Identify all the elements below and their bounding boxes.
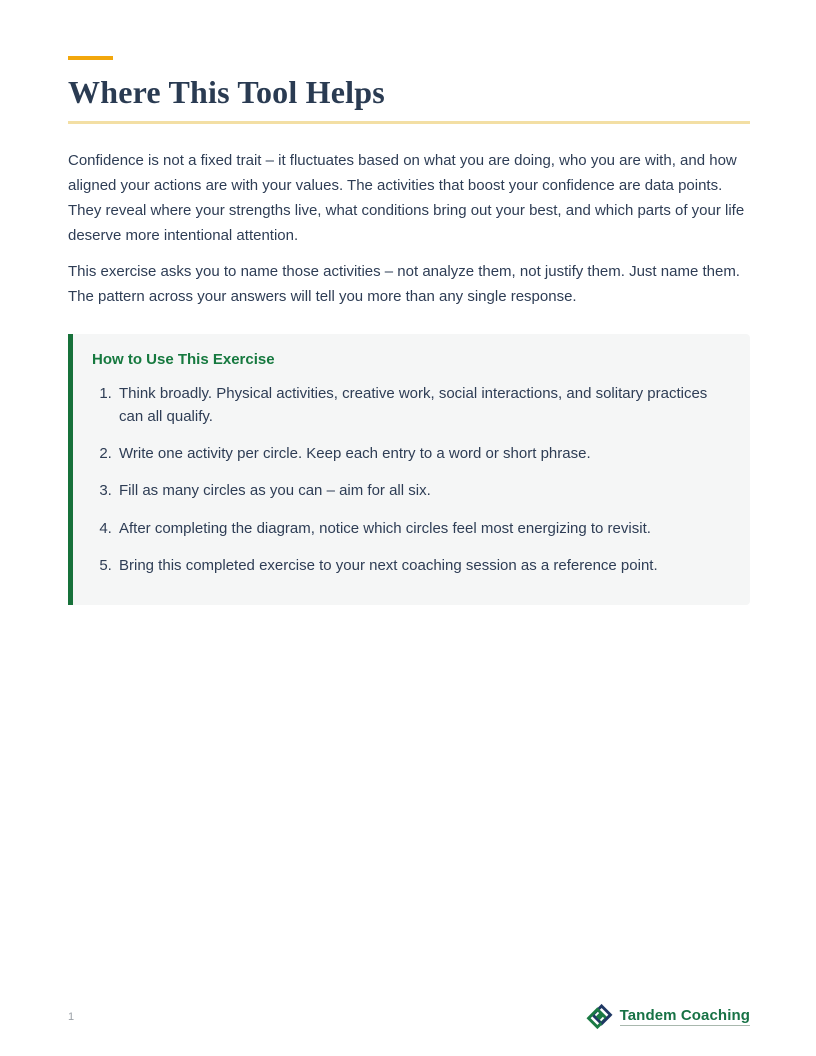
page-number: 1 [68, 1010, 75, 1023]
accent-bar [68, 56, 113, 60]
page-title: Where This Tool Helps [68, 74, 385, 110]
title-divider [68, 121, 750, 124]
intro-paragraph-2: This exercise asks you to name those activities – not analyze them, not justify them. Just name them. The pattern across your answers will tell you more than any single response. [68, 262, 740, 305]
instruction-item-1: 1. Think broadly. Physical activities, creative work, social interactions, and solitary practices can all qualify. [116, 382, 722, 429]
instruction-list [92, 382, 722, 578]
how-to-use-callout [68, 334, 750, 606]
instruction-item-4: 4. After completing the diagram, notice which circles feel most energizing to revisit. [116, 517, 722, 540]
brand-link[interactable] [586, 1003, 750, 1030]
intro-paragraph-1: Confidence is not a fixed trait – it fluctuates based on what you are doing, who you are with, and how aligned your actions are with your values. The activities that boost your confidence are data points. They reveal where your strengths live, what conditions bring out your best, and which parts of your life deserve more intentional attention. [68, 152, 745, 244]
instruction-item-2: 2. Write one activity per circle. Keep each entry to a word or short phrase. [116, 442, 722, 465]
instruction-item-5: 5. Bring this completed exercise to your next coaching session as a reference point. [116, 554, 722, 577]
page-footer [68, 1003, 750, 1030]
instruction-item-3: 3. Fill as many circles as you can – aim for all six. [116, 479, 722, 502]
page-content [68, 56, 750, 605]
callout-title: How to Use This Exercise [92, 350, 275, 368]
brand-name: Tandem Coaching [619, 1007, 750, 1024]
tandem-diamond-logo-icon [586, 1003, 613, 1030]
intro-copy [68, 149, 750, 309]
